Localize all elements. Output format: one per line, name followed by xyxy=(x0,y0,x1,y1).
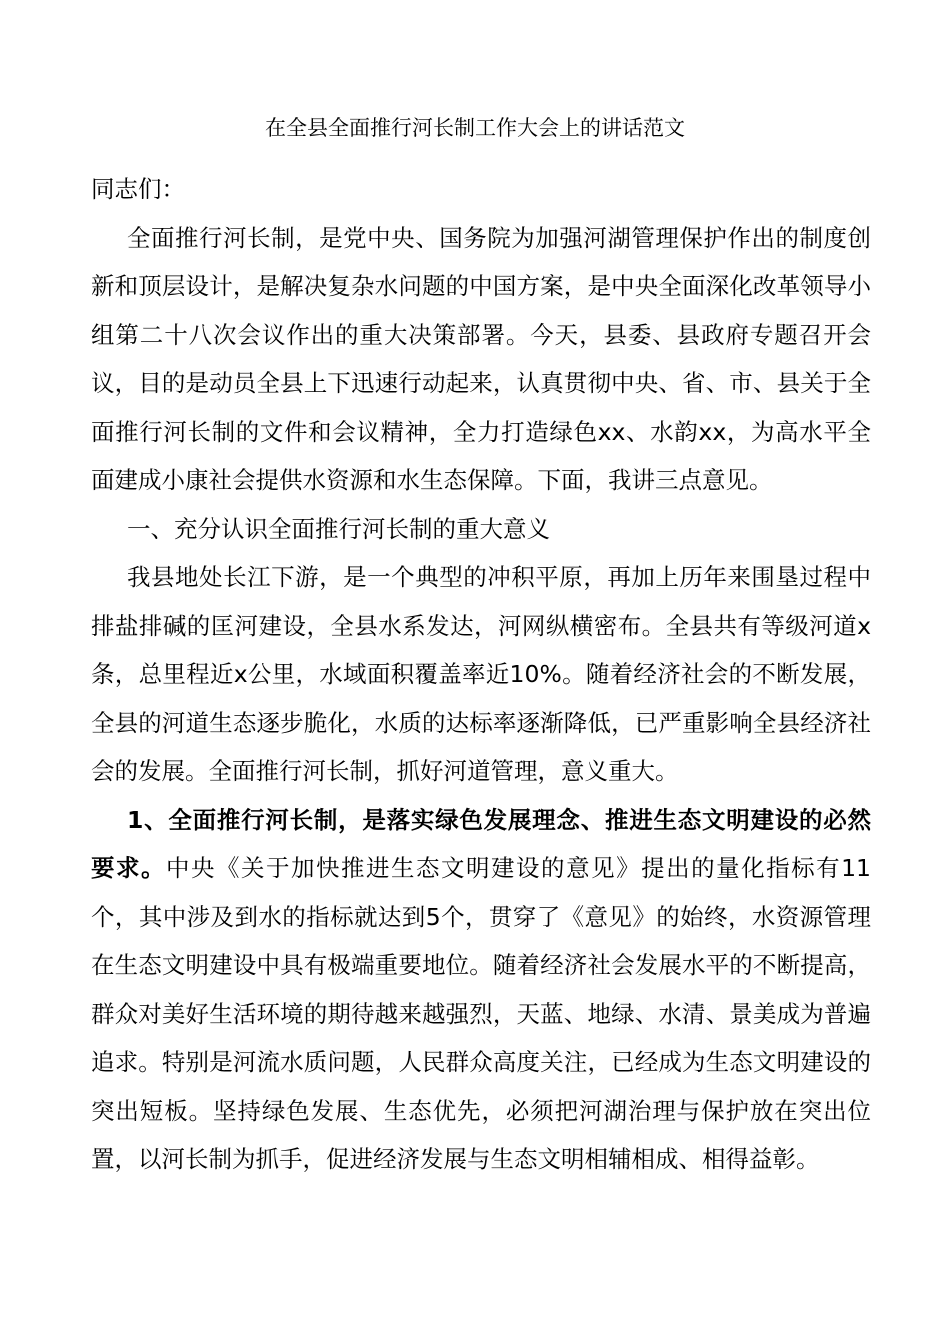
point-1-heading: 1、全面推行河长制，是落实绿色发展理念、推进生态文明建设的必然要求。 xyxy=(91,805,871,882)
greeting: 同志们： xyxy=(91,175,185,203)
paragraph-point-1 xyxy=(91,796,871,1184)
document-body xyxy=(91,165,871,1184)
section-heading-1: 一、充分认识全面推行河长制的重大意义 xyxy=(127,514,550,543)
paragraph-intro: 全面推行河长制，是党中央、国务院为加强河湖管理保护作出的制度创新和顶层设计，是解决复杂水问题的中国方案，是中央全面深化改革领导小组第二十八次会议作出的重大决策部署。今天，县委、县政府专题召开会议，目的是动员全县上下迅速行动起来，认真贯彻中央、省、市、县关于全面推行河长制的文件和会议精神，全力打造绿色xx、水韵xx，为高水平全面建成小康社会提供水资源和水生态保障。下面，我讲三点意见。 xyxy=(91,223,871,494)
point-1-body: 中央《关于加快推进生态文明建设的意见》提出的量化指标有11个，其中涉及到水的指标就达到5个，贯穿了《意见》的始终，水资源管理在生态文明建设中具有极端重要地位。随着经济社会发展水平的不断提高，群众对美好生活环境的期待越来越强烈，天蓝、地绿、水清、景美成为普遍追求。特别是河流水质问题，人民群众高度关注，已经成为生态文明建设的突出短板。坚持绿色发展、生态优先，必须把河湖治理与保护放在突出位置，以河长制为抓手，促进经济发展与生态文明相辅相成、相得益彰。 xyxy=(91,854,872,1173)
paragraph-county-overview: 我县地处长江下游，是一个典型的冲积平原，再加上历年来围垦过程中排盐排碱的匡河建设，全县水系发达，河网纵横密布。全县共有等级河道x条，总里程近x公里，水域面积覆盖率近10%。随着经济社会的不断发展，全县的河道生态逐步脆化，水质的达标率逐渐降低，已严重影响全县经济社会的发展。全面推行河长制，抓好河道管理，意义重大。 xyxy=(91,563,871,785)
document-title: 在全县全面推行河长制工作大会上的讲话范文 xyxy=(265,116,685,140)
